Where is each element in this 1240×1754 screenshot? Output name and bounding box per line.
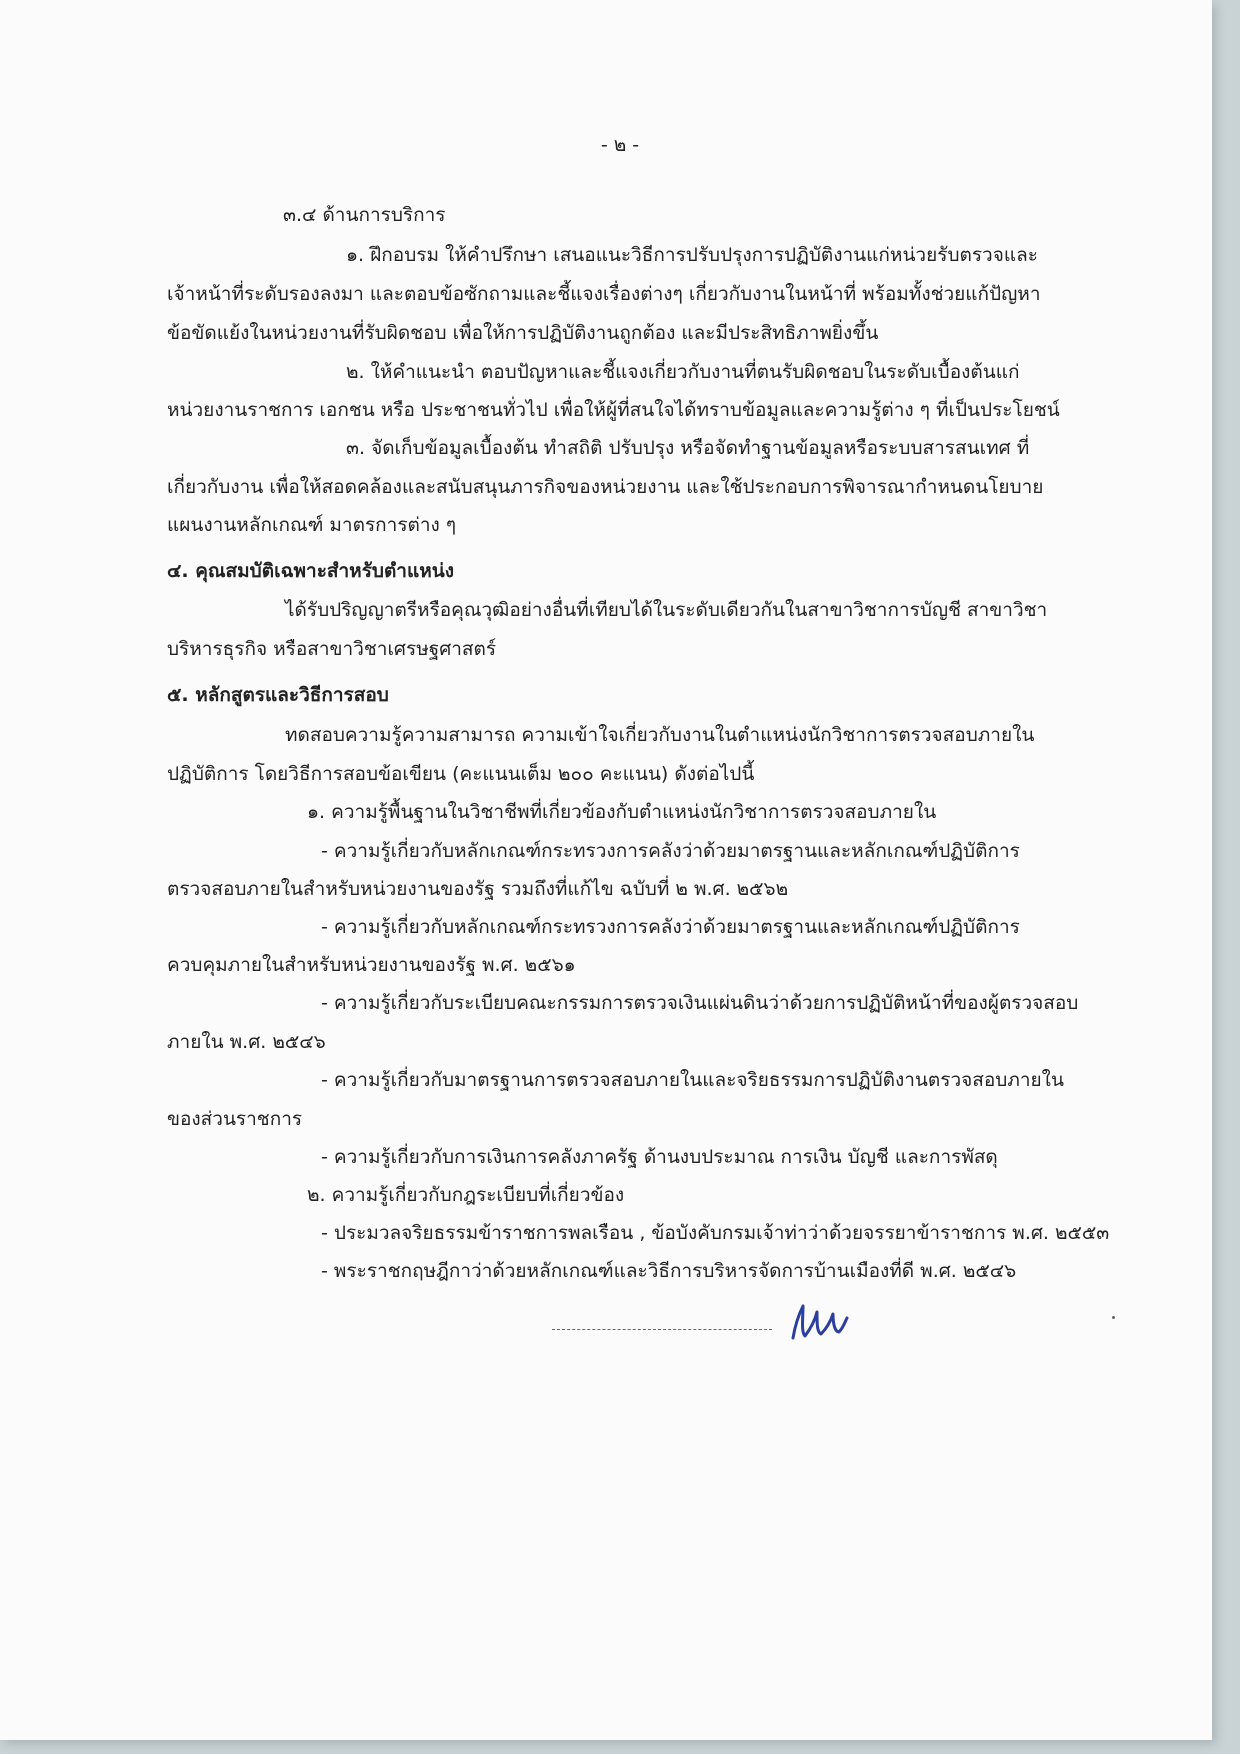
exam-topic1: ๑. ความรู้พื้นฐานในวิชาชีพที่เกี่ยวข้องกับตำแหน่งนักวิชาการตรวจสอบภายใน: [307, 801, 937, 823]
section-qualification-heading: ๔. คุณสมบัติเฉพาะสำหรับตำแหน่ง: [167, 560, 455, 582]
signature-mark: [785, 1298, 855, 1343]
service-item1-line3: ข้อขัดแย้งในหน่วยงานที่รับผิดชอบ เพื่อให้การปฏิบัติงานถูกต้อง และมีประสิทธิภาพยิ่งขึ้น: [167, 322, 879, 344]
exam-topic1-a-line2: ตรวจสอบภายในสำหรับหน่วยงานของรัฐ รวมถึงที่แก้ไข ฉบับที่ ๒ พ.ศ. ๒๕๖๒: [167, 878, 789, 900]
service-item3-line3: แผนงานหลักเกณฑ์ มาตรการต่าง ๆ: [167, 514, 457, 536]
section-exam-heading: ๕. หลักสูตรและวิธีการสอบ: [167, 684, 389, 706]
page-number: - ๒ -: [600, 134, 640, 156]
exam-topic1-c-line2: ภายใน พ.ศ. ๒๕๔๖: [167, 1031, 326, 1053]
exam-intro-line1: ทดสอบความรู้ความสามารถ ความเข้าใจเกี่ยวกับงานในตำแหน่งนักวิชาการตรวจสอบภายใน: [285, 724, 1035, 746]
exam-topic1-e: - ความรู้เกี่ยวกับการเงินการคลังภาครัฐ ด้านงบประมาณ การเงิน บัญชี และการพัสดุ: [321, 1146, 998, 1168]
exam-topic2-b: - พระราชกฤษฎีกาว่าด้วยหลักเกณฑ์และวิธีการบริหารจัดการบ้านเมืองที่ดี พ.ศ. ๒๕๔๖: [321, 1260, 1017, 1282]
exam-topic1-b-line2: ควบคุมภายในสำหรับหน่วยงานของรัฐ พ.ศ. ๒๕๖๑: [167, 954, 576, 976]
exam-topic1-d-line2: ของส่วนราชการ: [167, 1108, 303, 1130]
exam-topic1-c-line1: - ความรู้เกี่ยวกับระเบียบคณะกรรมการตรวจเงินแผ่นดินว่าด้วยการปฏิบัติหน้าที่ของผู้ตรวจสอบ: [321, 992, 1079, 1014]
signature-line: [552, 1329, 772, 1330]
service-item3-line2: เกี่ยวกับงาน เพื่อให้สอดคล้องและสนับสนุนภารกิจของหน่วยงาน และใช้ประกอบการพิจารณากำหนดนโยบาย: [167, 476, 1044, 498]
qualification-line1: ได้รับปริญญาตรีหรือคุณวุฒิอย่างอื่นที่เทียบได้ในระดับเดียวกันในสาขาวิชาการบัญชี สาขาวิชา: [285, 599, 1048, 621]
section-service-heading: ๓.๔ ด้านการบริการ: [283, 204, 446, 226]
service-item2-line2: หน่วยงานราชการ เอกชน หรือ ประชาชนทั่วไป เพื่อให้ผู้ที่สนใจได้ทราบข้อมูลและความรู้ต่าง ๆ ที่เป็นประโยชน์: [167, 399, 1060, 421]
exam-topic1-b-line1: - ความรู้เกี่ยวกับหลักเกณฑ์กระทรวงการคลังว่าด้วยมาตรฐานและหลักเกณฑ์ปฏิบัติการ: [321, 916, 1020, 938]
service-item1-line1: ๑. ฝึกอบรม ให้คำปรึกษา เสนอแนะวิธีการปรับปรุงการปฏิบัติงานแก่หน่วยรับตรวจและ: [346, 244, 1038, 266]
exam-topic1-d-line1: - ความรู้เกี่ยวกับมาตรฐานการตรวจสอบภายในและจริยธรรมการปฏิบัติงานตรวจสอบภายใน: [321, 1069, 1064, 1091]
service-item3-line1: ๓. จัดเก็บข้อมูลเบื้องต้น ทำสถิติ ปรับปรุง หรือจัดทำฐานข้อมูลหรือระบบสารสนเทศ ที่: [346, 437, 1030, 459]
exam-topic1-a-line1: - ความรู้เกี่ยวกับหลักเกณฑ์กระทรวงการคลังว่าด้วยมาตรฐานและหลักเกณฑ์ปฏิบัติการ: [321, 840, 1020, 862]
service-item2-line1: ๒. ให้คำแนะนำ ตอบปัญหาและชี้แจงเกี่ยวกับงานที่ตนรับผิดชอบในระดับเบื้องต้นแก่: [346, 361, 1020, 383]
ink-dot: [1112, 1316, 1115, 1319]
exam-topic2: ๒. ความรู้เกี่ยวกับกฎระเบียบที่เกี่ยวข้อง: [307, 1184, 625, 1206]
qualification-line2: บริหารธุรกิจ หรือสาขาวิชาเศรษฐศาสตร์: [167, 638, 497, 660]
exam-topic2-a: - ประมวลจริยธรรมข้าราชการพลเรือน , ข้อบังคับกรมเจ้าท่าว่าด้วยจรรยาข้าราชการ พ.ศ. ๒๕๕๓: [321, 1222, 1110, 1244]
service-item1-line2: เจ้าหน้าที่ระดับรองลงมา และตอบข้อซักถามและชี้แจงเรื่องต่างๆ เกี่ยวกับงานในหน้าที่ พร้อมทั้งช่วยแก้ปัญหา: [167, 283, 1041, 305]
exam-intro-line2: ปฏิบัติการ โดยวิธีการสอบข้อเขียน (คะแนนเต็ม ๒๐๐ คะแนน) ดังต่อไปนี้: [167, 763, 755, 785]
